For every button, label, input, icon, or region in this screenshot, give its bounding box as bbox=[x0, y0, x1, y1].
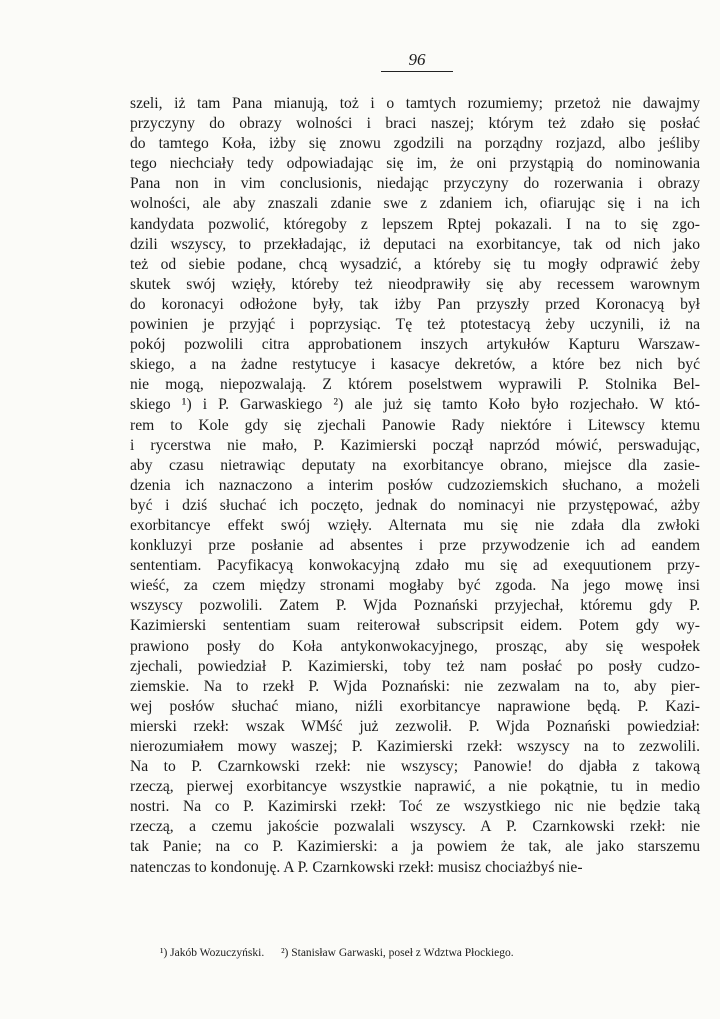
text-line: pokój pozwolili citra approbationem inszych artykułów Kapturu Warszaw- bbox=[130, 336, 700, 354]
text-line: Kazimierski sententiam suam reiterował subscripsit eidem. Potem gdy wy- bbox=[130, 617, 700, 635]
text-line: prawiono posły do Koła antykonwokacyjnego, prosząc, aby się wespołek bbox=[130, 637, 700, 655]
text-line: kandydata pozwolić, któregoby z lepszem Rptej pokazali. I na to się zgo- bbox=[130, 215, 700, 233]
text-line: skutek swój wzięły, któreby też nieodprawiły się aby recessem warownym bbox=[130, 275, 700, 293]
text-line: Na to P. Czarnkowski rzekł: nie wszyscy; Panowie! do djabła z takową bbox=[130, 758, 700, 776]
text-line: nie mogą, niepozwalają. Z którem poselstwem wyprawili P. Stolnika Bel- bbox=[130, 376, 700, 394]
text-line: rzeczą, pierwej exorbitancye wszystkie naprawić, a nie pokątnie, tu in medio bbox=[130, 778, 700, 796]
body-text bbox=[130, 94, 700, 878]
text-line: też od siebie podane, chcą wysadzić, a któreby się tu mogły odprawić żeby bbox=[130, 255, 700, 273]
text-line: szeli, iż tam Pana mianują, toż i o tamtych rozumiemy; przetoż nie dawajmy bbox=[130, 95, 700, 112]
footnote-2: ²) Stanisław Garwaski, poseł z Wdztwa Płockiego. bbox=[281, 947, 514, 959]
footnote-1: ¹) Jakób Wozuczyński. bbox=[160, 947, 265, 959]
text-line: dzili wszyscy, to przekładając, iż deputaci na exorbitancye, tak od nich jako bbox=[130, 235, 700, 253]
text-line: tego niechciały tedy odpowiadając się im, że oni przystąpią do nominowania bbox=[130, 155, 700, 173]
text-line: rem to Kole gdy się zjechali Panowie Rady niektóre i Litewscy ktemu bbox=[130, 416, 700, 434]
text-line: nierozumiałem mowy waszej; P. Kazimierski rzekł: wszyscy na to zezwolili. bbox=[130, 738, 700, 755]
text-line: być i dziś słuchać ich poczęto, jednak do nominacyi nie przystępować, ażby bbox=[130, 496, 700, 514]
text-line: exorbitancye effekt swój wzięły. Alternata mu się nie zdała dla zwłoki bbox=[130, 516, 700, 534]
text-line: wolności, ale aby znaszali zdanie swe z zdaniem ich, ofiarując się i na ich bbox=[130, 195, 700, 213]
text-line: wieść, za czem między stronami mogłaby być zgoda. Na jego mowę insi bbox=[130, 577, 700, 595]
text-line: powinien je przyjąć i poprzysiąc. Tę też ptotestacyą żeby uczynili, iż na bbox=[130, 316, 700, 334]
text-line: natenczas to kondonuję. A P. Czarnkowski rzekł: musisz chociażbyś nie- bbox=[130, 858, 583, 876]
text-line: do koronacyi odłożone były, tak iżby Pan przyszły przed Koronacyą był bbox=[130, 295, 700, 313]
text-line: przyczyny do obrazy wolności i braci naszej; którym też zdało się posłać bbox=[130, 115, 700, 133]
text-line: konkluzyi prze posłanie ad absentes i prze przywodzenie ich ad eandem bbox=[130, 537, 700, 555]
text-line: rzeczą, a czemu jakoście pozwalali wszyscy. A P. Czarnkowski rzekł: nie bbox=[130, 818, 700, 836]
text-line: Pana non in vim conclusionis, niedając przyczyny do rozerwania i obrazy bbox=[130, 175, 700, 193]
text-line: aby czasu nietrawiąc deputaty na exorbitancye obrano, miejsce dla zasie- bbox=[130, 456, 700, 474]
text-line: skiego, a na żadne restytucye i kasacye dekretów, a które bez nich być bbox=[130, 356, 700, 374]
page-number: 96 bbox=[381, 50, 453, 72]
text-line: wej posłów słuchać miano, niźli exorbitancye naprawione będą. P. Kazi- bbox=[130, 697, 700, 715]
text-line: nostri. Na co P. Kazimirski rzekł: Toć ze wszystkiego nic nie będzie taką bbox=[130, 798, 700, 816]
text-line: tak Panie; na co P. Kazimierski: a ja powiem że tak, ale jako starszemu bbox=[130, 838, 700, 856]
text-line: wszyscy pozwolili. Zatem P. Wjda Poznański przyjechał, któremu gdy P. bbox=[130, 597, 700, 615]
text-line: mierski rzekł: wszak WMść już zezwolił. P. Wjda Poznański powiedział: bbox=[130, 717, 700, 735]
text-line: sententiam. Pacyfikacyą konwokacyjną zdało mu się ad exequutionem przy- bbox=[130, 557, 700, 575]
text-line: ziemskie. Na to rzekł P. Wjda Poznański: nie zezwalam na to, aby pier- bbox=[130, 677, 700, 695]
text-line: dzenia ich naznaczono a interim posłów cudzoziemskich słuchano, a możeli bbox=[130, 476, 700, 494]
text-line: zjechali, powiedział P. Kazimierski, toby też nam posłać po posły cudzo- bbox=[130, 657, 700, 675]
text-line: i rycerstwa nie mało, P. Kazimierski począł naprzód mówić, perswadując, bbox=[130, 436, 700, 454]
footnotes bbox=[160, 947, 660, 959]
text-line: do tamtego Koła, iżby się znowu zgodzili na porządny rozjazd, albo jeśliby bbox=[130, 135, 700, 153]
text-line: skiego ¹) i P. Garwaskiego ²) ale już się tamto Koło było rozjechało. W któ- bbox=[130, 396, 700, 414]
